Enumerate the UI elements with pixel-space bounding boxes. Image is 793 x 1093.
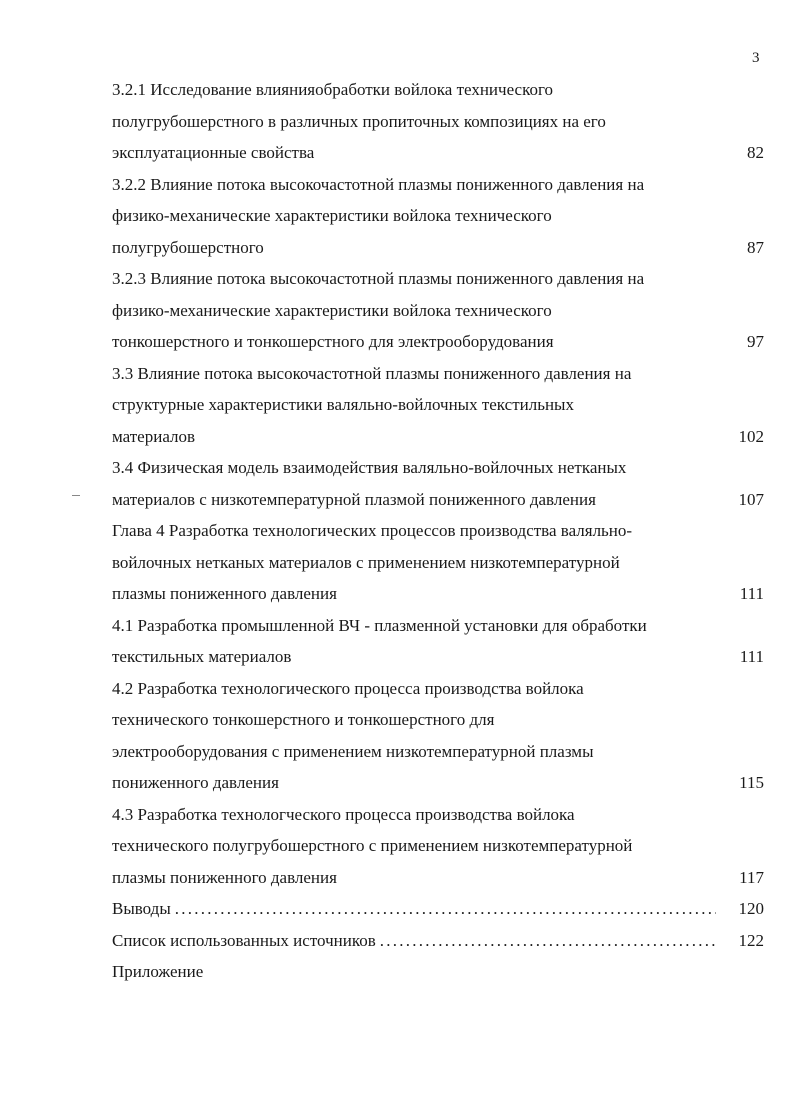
toc-page-ref: 117 [739,867,764,887]
toc-entry-line: технического полугрубошерстного с применением низкотемпературной [112,836,633,855]
toc-page-ref: 111 [739,584,764,603]
dot-leader [380,925,716,957]
toc-entry-line: плазмы пониженного давления [112,867,337,887]
toc-entry-4-3[interactable] [112,799,764,894]
toc-entry-conclusions[interactable] [112,893,764,925]
toc-entry-line: технического тонкошерстного и тонкошерстного для [112,710,495,729]
toc-entry-3-4[interactable] [112,452,764,515]
toc-entry-line: полугрубошерстного [112,237,264,257]
toc-entry-line: Глава 4 Разработка технологических процессов производства валяльно- [112,521,633,540]
toc-entry-line: материалов с низкотемпературной плазмой пониженного давления [112,489,596,509]
toc-entry-references[interactable] [112,925,764,957]
toc-entry-line: войлочных нетканых материалов с применением низкотемпературной [112,552,620,572]
toc-entry-line: 3.2.2 Влияние потока высокочастотной плазмы пониженного давления на [112,174,645,194]
toc-entry-4-2[interactable] [112,673,764,799]
toc-entry-title: Список использованных источников [112,930,376,950]
toc-entry-chapter-4[interactable] [112,515,764,610]
toc-entry-line: тонкошерстного и тонкошерстного для электрооборудования [112,332,554,351]
toc-entry-3-3[interactable] [112,358,764,453]
toc-entry-line: 3.2.1 Исследование влиянияобработки войлока технического [112,80,554,99]
toc-entry-line: 4.2 Разработка технологического процесса производства войлока [112,678,584,698]
toc-entry-title: Приложение [112,962,204,981]
toc-entry-line: эксплуатационные свойства [112,143,315,162]
toc-entry-line: физико-механические характеристики войлока технического [112,300,552,320]
toc-page-ref: 111 [739,647,764,666]
toc-entry-line: 4.3 Разработка технологческого процесса производства войлока [112,804,575,824]
dot-leader [175,893,716,925]
toc-page-ref: 122 [738,930,764,950]
page-number: 3 [752,50,760,66]
toc-entry-line: 4.1 Разработка промышленной ВЧ - плазменной установки для обработки [112,615,647,635]
toc-page-ref: 87 [747,237,764,257]
toc-entry-appendix[interactable] [112,956,764,988]
toc-entry-line: электрооборудования с применением низкотемпературной плазмы [112,741,594,761]
toc-entry-line: пониженного давления [112,773,279,792]
toc-entry-line: материалов [112,426,196,446]
toc-entry-line: текстильных материалов [112,647,292,666]
toc-entry-line: физико-механические характеристики войлока технического [112,206,552,225]
toc-entry-4-1[interactable] [112,610,764,673]
toc-page-ref: 97 [747,332,764,351]
toc-entry-line: 3.4 Физическая модель взаимодействия валяльно-войлочных нетканых [112,458,627,477]
toc-page-ref: 107 [738,489,764,509]
toc-entry-line: 3.3 Влияние потока высокочастотной плазмы пониженного давления на [112,363,632,383]
toc-entry-title: Выводы [112,899,171,918]
toc-entry-3-2-2[interactable] [112,169,764,264]
toc-entry-line: 3.2.3 Влияние потока высокочастотной плазмы пониженного давления на [112,269,645,288]
toc-page-ref: 120 [738,899,764,918]
margin-mark [72,495,80,496]
toc-page-ref: 115 [739,773,764,792]
toc-entry-line: плазмы пониженного давления [112,584,337,603]
toc-entry-line: полугрубошерстного в различных пропиточных композициях на его [112,111,606,131]
toc-entry-3-2-1[interactable] [112,74,764,169]
toc-entry-3-2-3[interactable] [112,263,764,358]
toc-page-ref: 82 [747,143,764,162]
table-of-contents [112,74,764,988]
toc-entry-line: структурные характеристики валяльно-войлочных текстильных [112,395,574,414]
toc-page-ref: 102 [738,426,764,446]
